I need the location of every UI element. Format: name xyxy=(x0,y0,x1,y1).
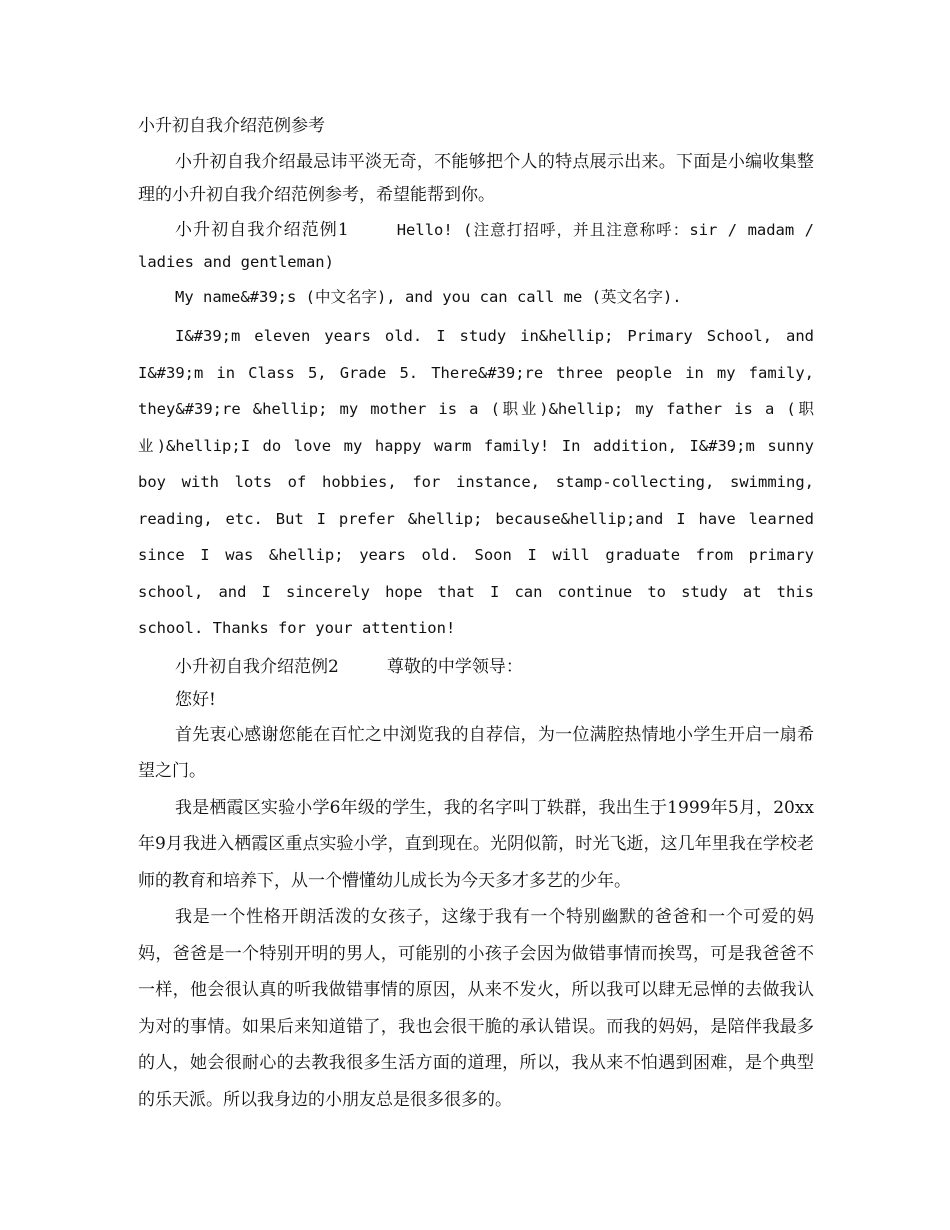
example2-heading-line xyxy=(138,651,814,684)
example1-name-line: My name&#39;s (中文名字), and you can call me (英文名字). xyxy=(175,288,682,306)
example2-greeting: 您好! xyxy=(175,689,216,710)
example2-paragraph-3: 我是一个性格开朗活泼的女孩子，这缘于我有一个特别幽默的爸爸和一个可爱的妈妈，爸爸是一个特别开明的男人，可能别的小孩子会因为做错事情而挨骂，可是我爸爸不一样，他会很认真的听我做错事情的原因，从来不发火，所以我可以肆无忌惮的去做我认为对的事情。如果后来知道错了，我也会很干脆的承认错误。而我的妈妈，是陪伴我最多的人，她会很耐心的去教我很多生活方面的道理，所以，我从来不怕遇到困难，是个典型的乐天派。所以我身边的小朋友总是很多很多的。 xyxy=(138,907,814,1110)
example1-heading-line xyxy=(138,214,814,278)
document-page xyxy=(138,114,814,1118)
example2-salutation: 尊敬的中学领导： xyxy=(386,656,523,677)
intro-paragraph: 小升初自我介绍最忌讳平淡无奇，不能够把个人的特点展示出来。下面是小编收集整理的小升初自我介绍范例参考，希望能帮到你。 xyxy=(138,152,814,205)
example2-paragraph-2: 我是栖霞区实验小学6年级的学生，我的名字叫丁轶群，我出生于1999年5月，20xx年9月我进入栖霞区重点实验小学，直到现在。光阴似箭，时光飞逝，这几年里我在学校老师的教育和培养下，从一个懵懂幼儿成长为今天多才多艺的少年。 xyxy=(138,797,814,891)
document-title: 小升初自我介绍范例参考 xyxy=(138,116,325,136)
example1-body: I&#39;m eleven years old. I study in&hellip; Primary School, and I&#39;m in Class 5, Grade 5. There&#39;re three people in my family, they&#39;re &hellip; my mother is a (职业)&hellip; my father is a (职业)&hellip;I do love my happy warm family! In addition, I&#39;m sunny boy with lots of hobbies, for instance, stamp-collecting, swimming, reading, etc. But I prefer &hellip; because&hellip;and I have learned since I was &hellip; years old. Soon I will graduate from primary school, and I sincerely hope that I can continue to study at this school. Thanks for your attention! xyxy=(138,327,814,637)
example1-heading: 小升初自我介绍范例1 xyxy=(175,220,349,240)
example2-heading: 小升初自我介绍范例2 xyxy=(175,656,339,677)
example1-greeting: Hello! (注意打招呼，并且注意称呼：sir / madam / ladies and gentleman) xyxy=(138,221,814,271)
example2-paragraph-1: 首先衷心感谢您能在百忙之中浏览我的自荐信，为一位满腔热情地小学生开启一扇希望之门。 xyxy=(138,724,814,781)
